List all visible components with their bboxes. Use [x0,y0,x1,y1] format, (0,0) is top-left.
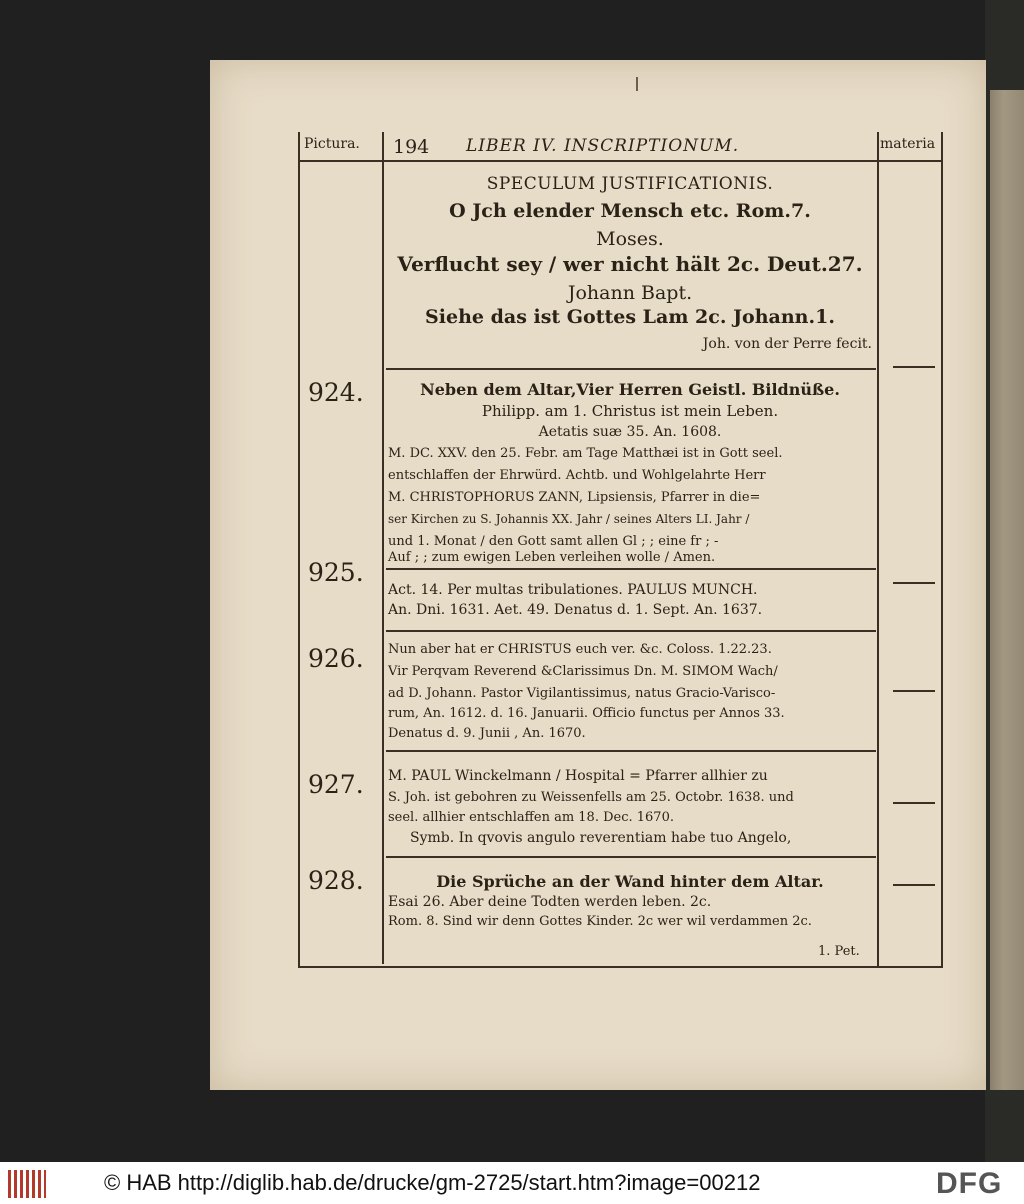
entry-926-line: ad D. Johann. Pastor Vigilantissimus, natus Gracio-Variscо- [388,686,776,701]
intro-signature: Joh. von der Perre fecit. [702,336,872,352]
entry-926-line: Vir Perqvam Reverend &Clarissimus Dn. M. SIMOM Wach/ [388,664,778,679]
header-right-label: materia [880,136,936,152]
entry-number: 927. [308,770,364,799]
catchword: 1. Pet. [818,944,860,959]
entry-number: 924. [308,378,364,407]
margin-dash [893,802,935,804]
entry-928-line: Die Sprüche an der Wand hinter dem Altar. [436,872,824,891]
entry-928-line: Rom. 8. Sind wir denn Gottes Kinder. 2c wer wil verdammen 2c. [388,914,812,929]
entry-924-line: ser Kirchen zu S. Johannis XX. Jahr / seines Alters LI. Jahr / [388,512,750,526]
margin-dash [893,582,935,584]
source-link[interactable]: © HAB http://diglib.hab.de/drucke/gm-2725/start.htm?image=00212 [104,1170,761,1195]
margin-dash [893,690,935,692]
entry-927-line: seel. allhier entschlaffen am 18. Dec. 1670. [388,810,674,825]
frame-right-outer [941,132,943,968]
separator-925 [386,630,876,632]
entry-926-line: Denatus d. 9. Junii , An. 1670. [388,726,586,741]
intro-line: Siehe das ist Gottes Lam 2c. Johann.1. [425,306,835,328]
entry-924-line: Auf ; ; zum ewigen Leben verleihen wolle / Amen. [388,550,716,565]
intro-line: Johann Bapt. [567,282,693,304]
entry-926-line: rum, An. 1612. d. 16. Januarii. Officio functus per Annos 33. [388,706,785,721]
entry-927-line: Symb. In qvovis angulo reverentiam habe tuo Angelo, [410,830,792,846]
intro-line: SPECULUM JUSTIFICATIONIS. [486,174,774,194]
entry-928-line: Esai 26. Aber deine Todten werden leben. 2c. [388,894,712,910]
frame-left-inner [382,132,384,964]
page-number: 194 [393,136,430,158]
header-left-label: Pictura. [304,136,360,152]
intro-line: O Jch elender Mensch etc. Rom.7. [449,200,811,222]
separator-intro [386,368,876,370]
separator-927 [386,856,876,858]
margin-dash [893,884,935,886]
dfg-logo: DFG [936,1167,1003,1200]
frame-left-outer [298,132,300,968]
entry-924-line: entschlaffen der Ehrwürd. Achtb. und Wohlgelahrte Herr [388,468,766,483]
adjacent-page-edge [990,90,1024,1090]
entry-925-line: Act. 14. Per multas tribulationes. PAULUS MUNCH. [388,582,758,598]
frame-right-inner [877,132,879,968]
entry-924-line: Aetatis suæ 35. An. 1608. [538,424,722,440]
entry-924-line: Philipp. am 1. Christus ist mein Leben. [481,402,779,420]
entry-number: 928. [308,866,364,895]
entry-924-line: M. CHRISTOPHORUS ZANN, Lipsiensis, Pfarrer in die= [388,490,761,505]
entry-924-line: und 1. Monat / den Gott samt allen Gl ; ; eine fr ; - [388,534,719,549]
entry-925-line: An. Dni. 1631. Aet. 49. Denatus d. 1. Sept. An. 1637. [388,602,763,618]
running-title: LIBER IV. INSCRIPTIONUM. [466,136,740,156]
entry-927-line: S. Joh. ist gebohren zu Weissenfells am 25. Octobr. 1638. und [388,790,794,805]
entry-924-line: Neben dem Altar,Vier Herren Geistl. Bildnüße. [420,380,840,399]
entry-number: 926. [308,644,364,673]
entry-927-line: M. PAUL Winckelmann / Hospital = Pfarrer allhier zu [388,768,768,784]
entry-926-line: Nun aber hat er CHRISTUS euch ver. &c. Coloss. 1.22.23. [388,642,772,657]
intro-line: Moses. [596,228,664,250]
separator-924 [386,568,876,570]
entry-924-line: M. DC. XXV. den 25. Febr. am Tage Matthæi ist in Gott seel. [388,446,783,461]
margin-dash [893,366,935,368]
page-mark [636,77,638,91]
intro-line: Verflucht sey / wer nicht hält 2c. Deut.27. [397,252,863,276]
header-rule [298,160,943,162]
footer-bar [0,1162,1024,1204]
entry-number: 925. [308,558,364,587]
frame-bottom [298,966,943,968]
hab-logo-icon [8,1170,46,1198]
separator-926 [386,750,876,752]
